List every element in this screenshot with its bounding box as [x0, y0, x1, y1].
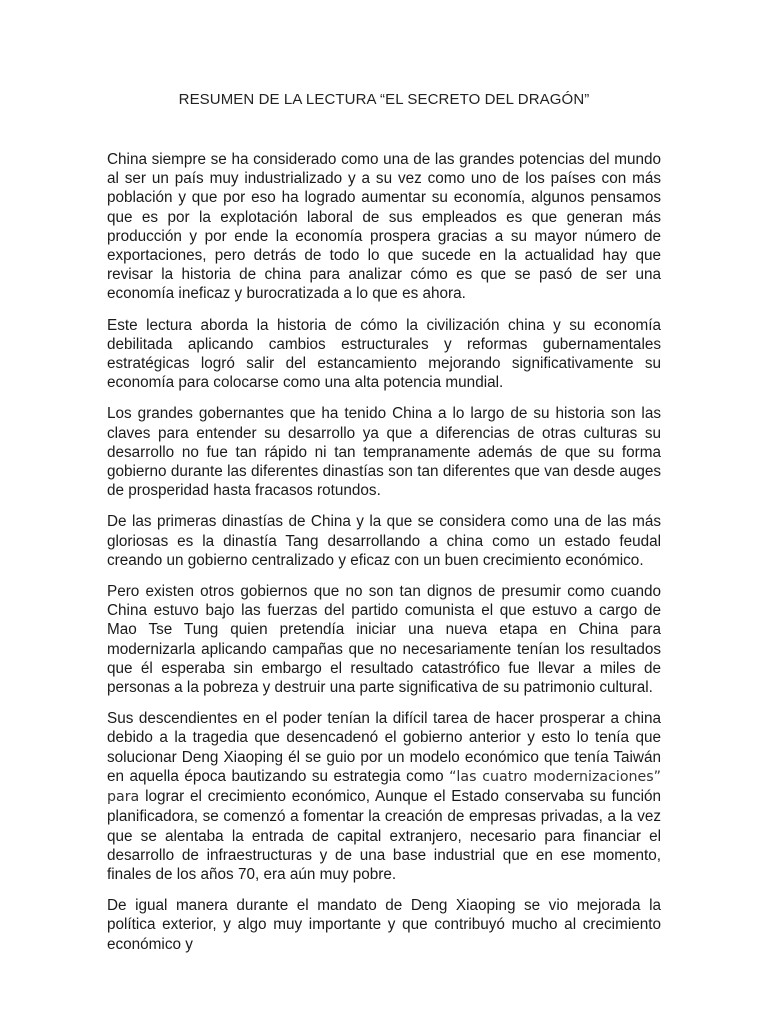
paragraph-6-text-b: lograr el crecimiento económico, Aunque el Estado conservaba su función planificadora, se comenzó a fomentar la creación de empresas privadas, a la vez que se alentaba la entrada de capital extranjero, necesario para financiar el desarrollo de infraestructuras y de una base industrial que en ese momento, finales de los años 70, era aún muy pobre. [107, 788, 661, 883]
paragraph-5: Pero existen otros gobiernos que no son tan dignos de presumir como cuando China estuvo bajo las fuerzas del partido comunista el que estuvo a cargo de Mao Tse Tung quien pretendía iniciar una nueva etapa en China para modernizarla aplicando campañas que no necesariamente tenían los resultados que él esperaba sin embargo el resultado catastrófico fue llevar a miles de personas a la pobreza y destruir una parte significativa de su patrimonio cultural. [107, 583, 661, 697]
document-body [107, 150, 661, 966]
paragraph-1: China siempre se ha considerado como una de las grandes potencias del mundo al ser un país muy industrializado y a su vez como uno de los países con más población y que por eso ha logrado aumentar su economía, algunos pensamos que es por la explotación laboral de sus empleados es que generan más producción y por ende la economía prospera gracias a su mayor número de exportaciones, pero detrás de todo lo que sucede en la actualidad hay que revisar la historia de china para analizar cómo es que se pasó de ser una economía ineficaz y burocratizada a lo que es ahora. [107, 151, 661, 303]
paragraph-6 [107, 709, 661, 884]
paragraph-6-text-a: Sus descendientes en el poder tenían la difícil tarea de hacer prosperar a china debido a la tragedia que desencadenó el gobierno anterior y esto lo tenía que solucionar Deng Xiaoping él se guio por un modelo económico que tenía Taiwán en aquella época bautizando su estrategia como [107, 710, 661, 785]
paragraph-7: De igual manera durante el mandato de Deng Xiaoping se vio mejorada la política exterior, y algo muy importante y que contribuyó mucho al crecimiento económico y [107, 897, 661, 953]
paragraph-6-quote: “las cuatro modernizaciones” para [107, 768, 661, 806]
paragraph-4: De las primeras dinastías de China y la que se considera como una de las más gloriosas es la dinastía Tang desarrollando a china como un estado feudal creando un gobierno centralizado y eficaz con un buen crecimiento económico. [107, 513, 661, 569]
paragraph-2: Este lectura aborda la historia de cómo la civilización china y su economía debilitada aplicando cambios estructurales y reformas gubernamentales estratégicas logró salir del estancamiento mejorando significativamente su economía para colocarse como una alta potencia mundial. [107, 316, 661, 392]
paragraph-3: Los grandes gobernantes que ha tenido China a lo largo de su historia son las claves para entender su desarrollo ya que a diferencias de otras culturas su desarrollo no fue tan rápido ni tan tempranamente además de que su forma gobierno durante las diferentes dinastías son tan diferentes que van desde auges de prosperidad hasta fracasos rotundos. [107, 405, 661, 500]
document-title: RESUMEN DE LA LECTURA “EL SECRETO DEL DRAGÓN” [178, 91, 590, 108]
